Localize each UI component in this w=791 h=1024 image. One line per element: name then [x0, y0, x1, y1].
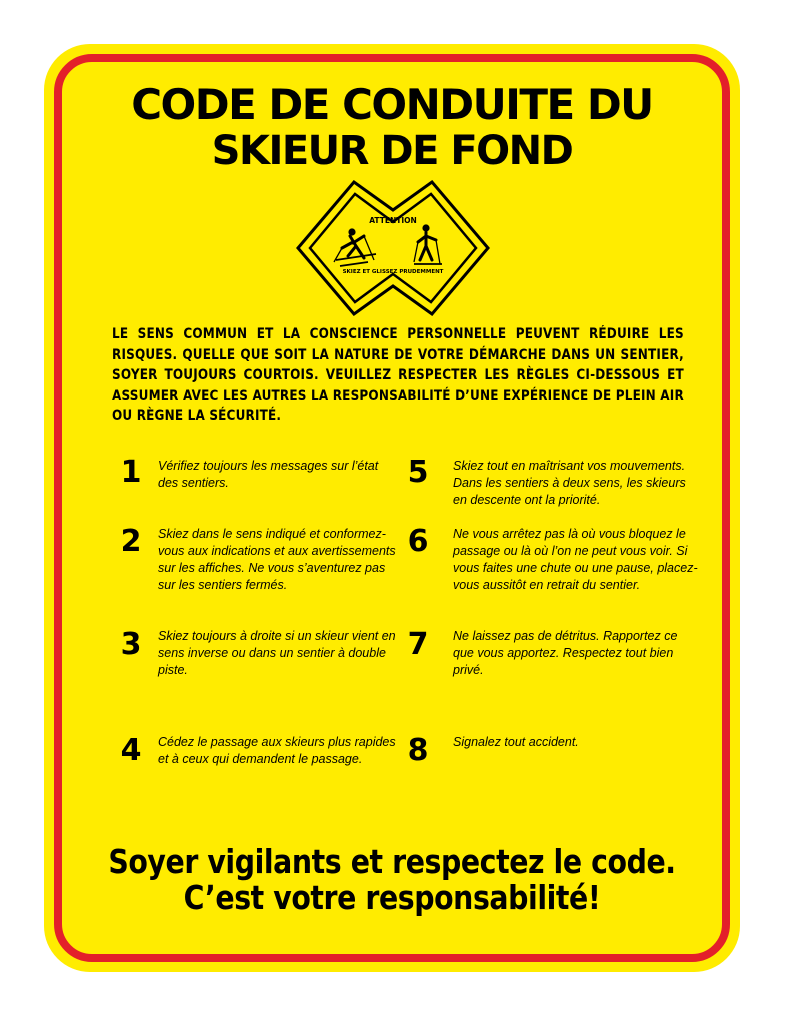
rule-8-text: Signalez tout accident. — [453, 735, 579, 749]
rule-7-text: Ne laissez pas de détritus. Rapportez ce que vous apportez. Respectez tout bien privé. — [453, 629, 678, 677]
rule-7-number: 7 — [407, 627, 429, 662]
rule-4-text: Cédez le passage aux skieurs plus rapides et à ceux qui demandent le passage. — [158, 735, 396, 766]
rule-8-number: 8 — [407, 733, 429, 768]
rule-3-number: 3 — [120, 627, 142, 662]
rule-6-text: Ne vous arrêtez pas là où vous bloquez le passage ou là où l’on ne peut vous voir. Si vous faites une chute ou une pause, placez-vous aussitôt en retrait du sentier. — [453, 527, 698, 592]
rule-5-number: 5 — [407, 455, 429, 490]
emblem-top-text: ATTENTION — [369, 216, 417, 225]
rule-5-text: Skiez tout en maîtrisant vos mouvements. Dans les sentiers à deux sens, les skieurs en descente ont la priorité. — [453, 459, 686, 507]
attention-skier-emblem — [296, 178, 490, 316]
footer-line-1: Soyer vigilants et respectez le code. — [108, 842, 676, 881]
rule-1-number: 1 — [120, 455, 142, 490]
footer-line-2: C’est votre responsabilité! — [183, 878, 601, 917]
rule-4-number: 4 — [120, 733, 142, 768]
title-line-2: SKIEUR DE FOND — [211, 128, 573, 174]
title-line-1: CODE DE CONDUITE DU — [131, 80, 653, 129]
emblem-bottom-text: SKIEZ ET GLISSEZ PRUDEMMENT — [342, 269, 444, 275]
intro-paragraph: LE SENS COMMUN ET LA CONSCIENCE PERSONNELLE PEUVENT RÉDUIRE LES RISQUES. QUELLE QUE SOIT LA NATURE DE VOTRE DÉMARCHE DANS UN SENTIER, SOYER TOUJOURS COURTOIS. VEUILLEZ RESPECTER LES RÈGLES CI-DESSOUS ET ASSUMER AVEC LES AUTRES LA RESPONSABILITÉ D’UNE EXPÉRIENCE DE PLEIN AIR OU RÈGNE LA SÉCURITÉ. — [112, 326, 684, 424]
rule-2-number: 2 — [120, 524, 142, 559]
rule-2-text: Skiez dans le sens indiqué et conformez-vous aux indications et aux avertissements sur les affiches. Ne vous s’aventurez pas sur les sentiers fermés. — [158, 527, 396, 592]
rule-1-text: Vérifiez toujours les messages sur l’état des sentiers. — [158, 459, 379, 490]
rule-6-number: 6 — [407, 524, 429, 559]
rule-3-text: Skiez toujours à droite si un skieur vient en sens inverse ou dans un sentier à double piste. — [158, 629, 396, 677]
